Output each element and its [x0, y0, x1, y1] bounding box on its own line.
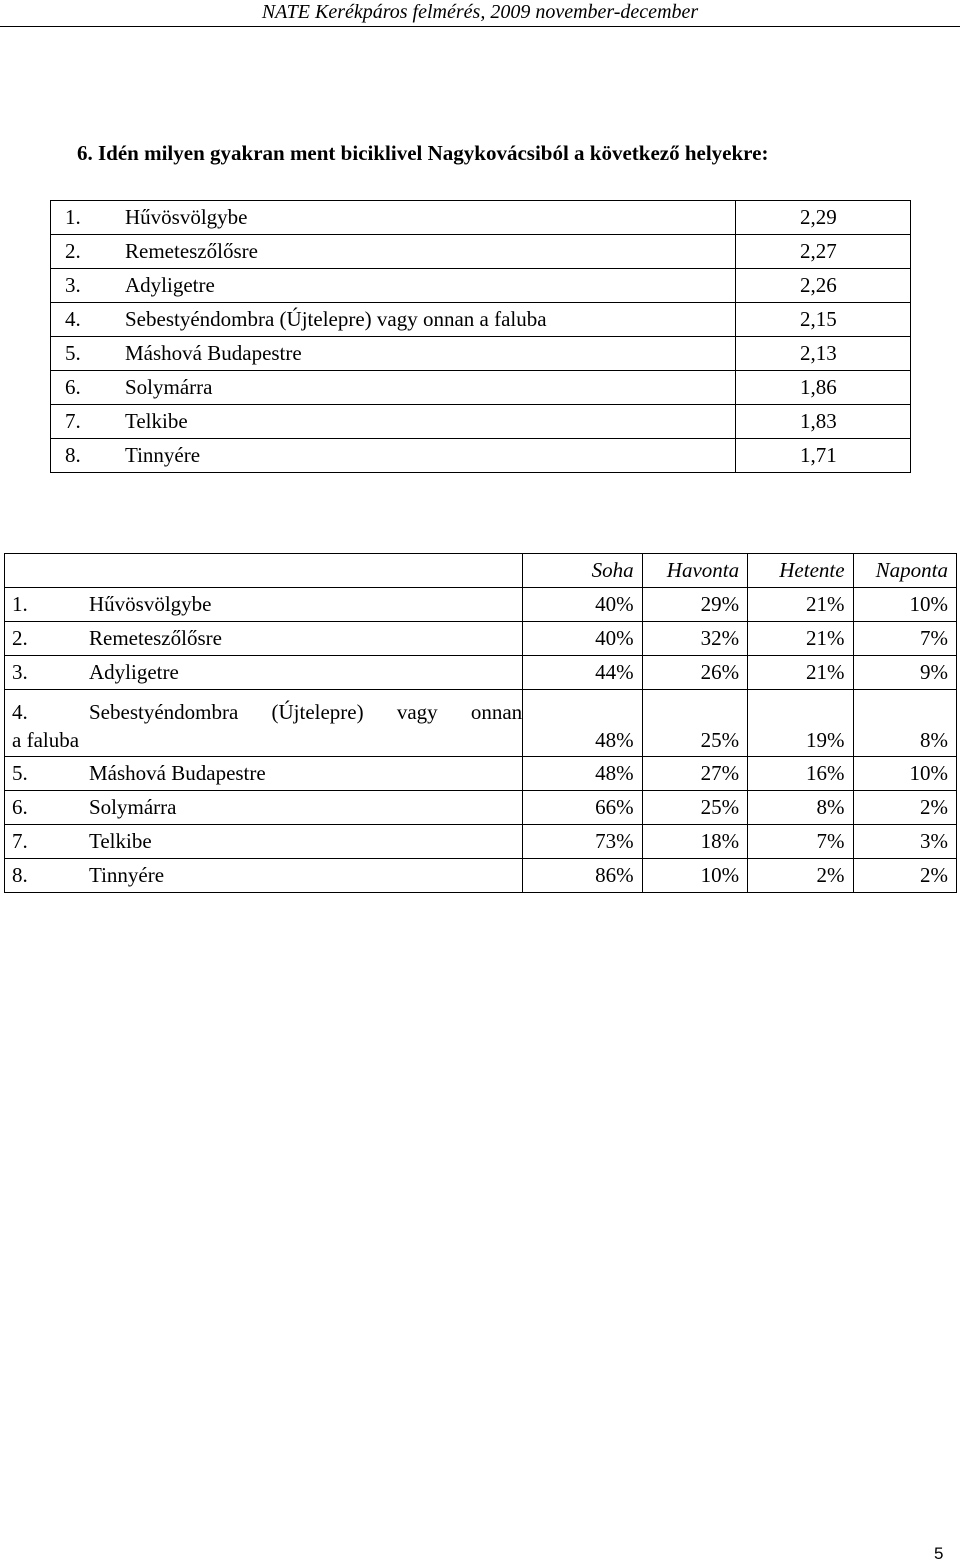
- table-row: [5, 791, 957, 825]
- value-cell: 2%: [748, 859, 853, 893]
- table-row: [5, 757, 957, 791]
- destination-cell: 8. Tinnyére: [51, 439, 736, 473]
- table-row: [51, 405, 911, 439]
- value-cell: 18%: [642, 825, 747, 859]
- empty-header-cell: [5, 554, 523, 588]
- table-row: [51, 269, 911, 303]
- column-header-havonta: Havonta: [642, 554, 747, 588]
- destination-cell: 7. Telkibe: [5, 825, 523, 859]
- table-row: [51, 439, 911, 473]
- average-cell: 1,83: [736, 405, 911, 439]
- value-cell: 21%: [748, 656, 853, 690]
- header-title: NATE Kerékpáros felmérés, 2009 november-december: [261, 1, 699, 23]
- table-row: [51, 337, 911, 371]
- value-cell: 66%: [523, 791, 643, 825]
- table-row: [51, 201, 911, 235]
- value-cell: 32%: [642, 622, 747, 656]
- value-cell: 40%: [523, 622, 643, 656]
- value-cell: 25%: [642, 690, 747, 757]
- value-cell: 2%: [853, 859, 956, 893]
- value-cell: 73%: [523, 825, 643, 859]
- destination-cell: 5. Máshová Budapestre: [51, 337, 736, 371]
- average-cell: 1,71: [736, 439, 911, 473]
- value-cell: 25%: [642, 791, 747, 825]
- value-cell: 2%: [853, 791, 956, 825]
- page-number: 5: [934, 1544, 944, 1563]
- value-cell: 21%: [748, 588, 853, 622]
- destination-cell: 4. Sebestyéndombra (Újtelepre) vagy onnan a faluba: [5, 690, 523, 757]
- average-cell: 1,86: [736, 371, 911, 405]
- value-cell: 3%: [853, 825, 956, 859]
- average-cell: 2,26: [736, 269, 911, 303]
- destination-cell: 8. Tinnyére: [5, 859, 523, 893]
- value-cell: 7%: [748, 825, 853, 859]
- table-row: [51, 371, 911, 405]
- destination-cell: 7. Telkibe: [51, 405, 736, 439]
- destination-cell: 2. Remeteszőlősre: [51, 235, 736, 269]
- table-header-row: [5, 554, 957, 588]
- table-row: [51, 303, 911, 337]
- average-cell: 2,15: [736, 303, 911, 337]
- value-cell: 26%: [642, 656, 747, 690]
- table-row: [5, 622, 957, 656]
- averages-table: [50, 200, 911, 473]
- table-row: [51, 235, 911, 269]
- destination-cell: 3. Adyligetre: [5, 656, 523, 690]
- value-cell: 10%: [853, 588, 956, 622]
- average-cell: 2,13: [736, 337, 911, 371]
- destination-cell: 6. Solymárra: [51, 371, 736, 405]
- question-title: 6. Idén milyen gyakran ment biciklivel Nagykovácsiból a következő helyekre:: [77, 141, 769, 165]
- column-header-naponta: Naponta: [853, 554, 956, 588]
- table-row: [5, 690, 957, 757]
- value-cell: 16%: [748, 757, 853, 791]
- table-row: [5, 825, 957, 859]
- value-cell: 29%: [642, 588, 747, 622]
- value-cell: 27%: [642, 757, 747, 791]
- table-row: [5, 859, 957, 893]
- average-cell: 2,29: [736, 201, 911, 235]
- value-cell: 44%: [523, 656, 643, 690]
- destination-cell: 6. Solymárra: [5, 791, 523, 825]
- value-cell: 9%: [853, 656, 956, 690]
- destination-cell: 3. Adyligetre: [51, 269, 736, 303]
- table-row: [5, 656, 957, 690]
- column-header-soha: Soha: [523, 554, 643, 588]
- destination-cell: 4. Sebestyéndombra (Újtelepre) vagy onnan a faluba: [51, 303, 736, 337]
- destination-cell: 1. Hűvösvölgybe: [51, 201, 736, 235]
- value-cell: 10%: [853, 757, 956, 791]
- value-cell: 48%: [523, 690, 643, 757]
- average-cell: 2,27: [736, 235, 911, 269]
- value-cell: 21%: [748, 622, 853, 656]
- destination-cell: 1. Hűvösvölgybe: [5, 588, 523, 622]
- page-header: [0, 0, 960, 27]
- value-cell: 8%: [748, 791, 853, 825]
- value-cell: 7%: [853, 622, 956, 656]
- value-cell: 40%: [523, 588, 643, 622]
- table-row: [5, 588, 957, 622]
- value-cell: 10%: [642, 859, 747, 893]
- value-cell: 8%: [853, 690, 956, 757]
- column-header-hetente: Hetente: [748, 554, 853, 588]
- value-cell: 19%: [748, 690, 853, 757]
- destination-cell: 2. Remeteszőlősre: [5, 622, 523, 656]
- value-cell: 48%: [523, 757, 643, 791]
- value-cell: 86%: [523, 859, 643, 893]
- destination-cell: 5. Máshová Budapestre: [5, 757, 523, 791]
- frequency-table: [4, 553, 957, 893]
